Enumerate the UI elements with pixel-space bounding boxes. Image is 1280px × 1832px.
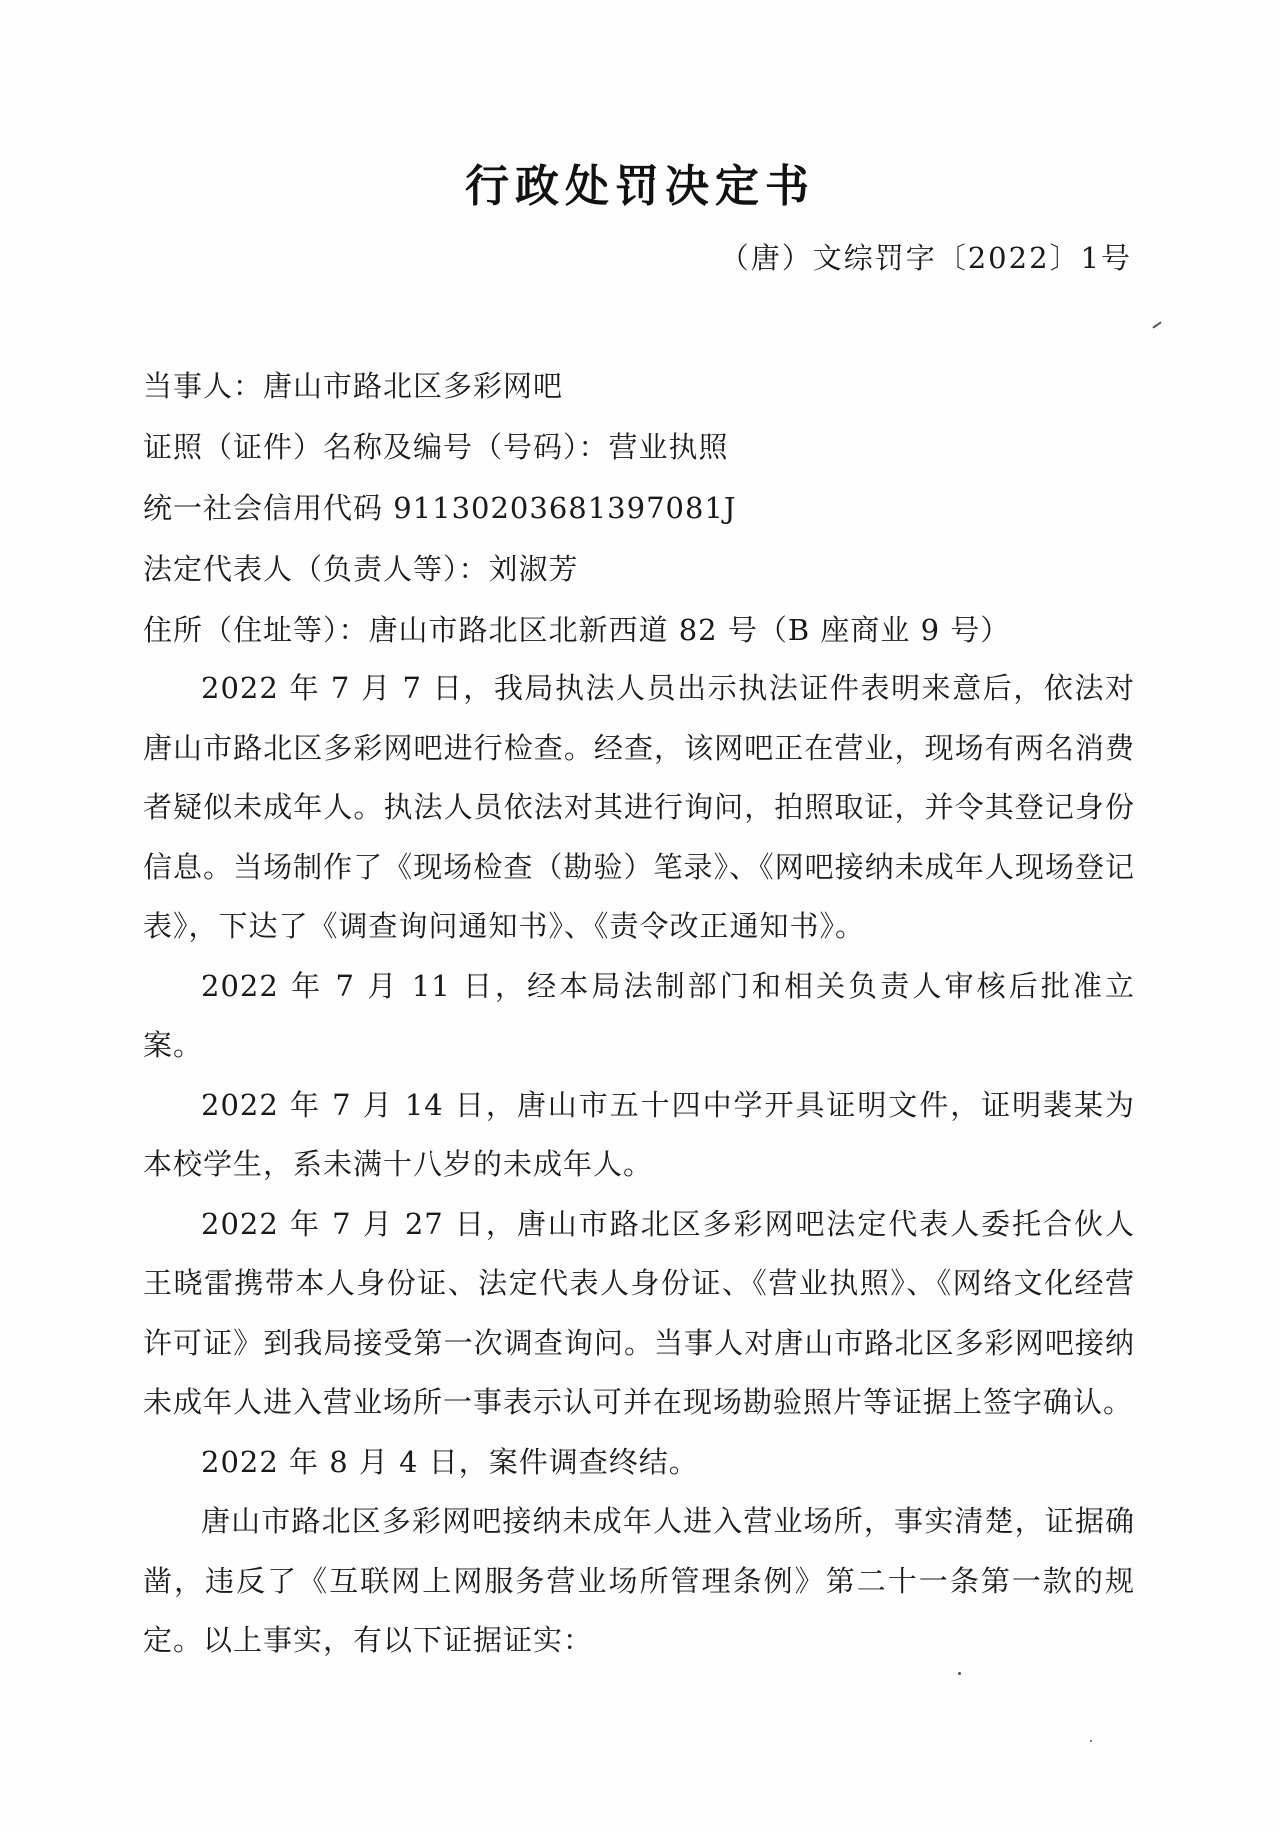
credit-code-line: 统一社会信用代码 91130203681397081J xyxy=(143,491,737,525)
scan-speck xyxy=(1090,1740,1092,1742)
paragraph-violation: 唐山市路北区多彩网吧接纳未成年人进入营业场所，事实清楚，证据确凿，违反了《互联网上网服务营业场所管理条例》第二十一条第一款的规定。以上事实，有以下证据证实： xyxy=(143,1504,1135,1657)
party-name-line: 当事人：唐山市路北区多彩网吧 xyxy=(143,369,564,403)
address-line: 住所（住址等）：唐山市路北区北新西道 82 号（B 座商业 9 号） xyxy=(143,613,1011,647)
document-body xyxy=(143,659,1135,1671)
document-number: （唐）文综罚字〔2022〕1号 xyxy=(719,241,1132,275)
paragraph-inspection: 2022 年 7 月 7 日，我局执法人员出示执法证件表明来意后，依法对唐山市路北区多彩网吧进行检查。经查，该网吧正在营业，现场有两名消费者疑似未成年人。执法人员依法对其进行询问，拍照取证，并令其登记身份信息。当场制作了《现场检查（勘验）笔录》、《网吧接纳未成年人现场登记表》，下达了《调查询问通知书》、《责令改正通知书》。 xyxy=(143,671,1135,943)
license-line: 证照（证件）名称及编号（号码）：营业执照 xyxy=(143,430,729,464)
scan-speck xyxy=(1152,321,1161,328)
legal-representative-line: 法定代表人（负责人等）：刘淑芳 xyxy=(143,552,579,586)
paragraph-investigation-end: 2022 年 8 月 4 日，案件调查终结。 xyxy=(201,1444,699,1479)
paragraph-inquiry: 2022 年 7 月 27 日，唐山市路北区多彩网吧法定代表人委托合伙人王晓雷携带本人身份证、法定代表人身份证、《营业执照》、《网络文化经营许可证》到我局接受第一次调查询问。当事人对唐山市路北区多彩网吧接纳未成年人进入营业场所一事表示认可并在现场勘验照片等证据上签字确认。 xyxy=(143,1206,1135,1419)
paragraph-case-filing: 2022 年 7 月 11 日，经本局法制部门和相关负责人审核后批准立案。 xyxy=(143,968,1135,1062)
scan-speck xyxy=(958,1672,961,1675)
paragraph-school-certificate: 2022 年 7 月 14 日，唐山市五十四中学开具证明文件，证明裴某为本校学生，系未满十八岁的未成年人。 xyxy=(143,1087,1135,1181)
document-title: 行政处罚决定书 xyxy=(465,161,815,212)
party-info xyxy=(143,356,1133,661)
